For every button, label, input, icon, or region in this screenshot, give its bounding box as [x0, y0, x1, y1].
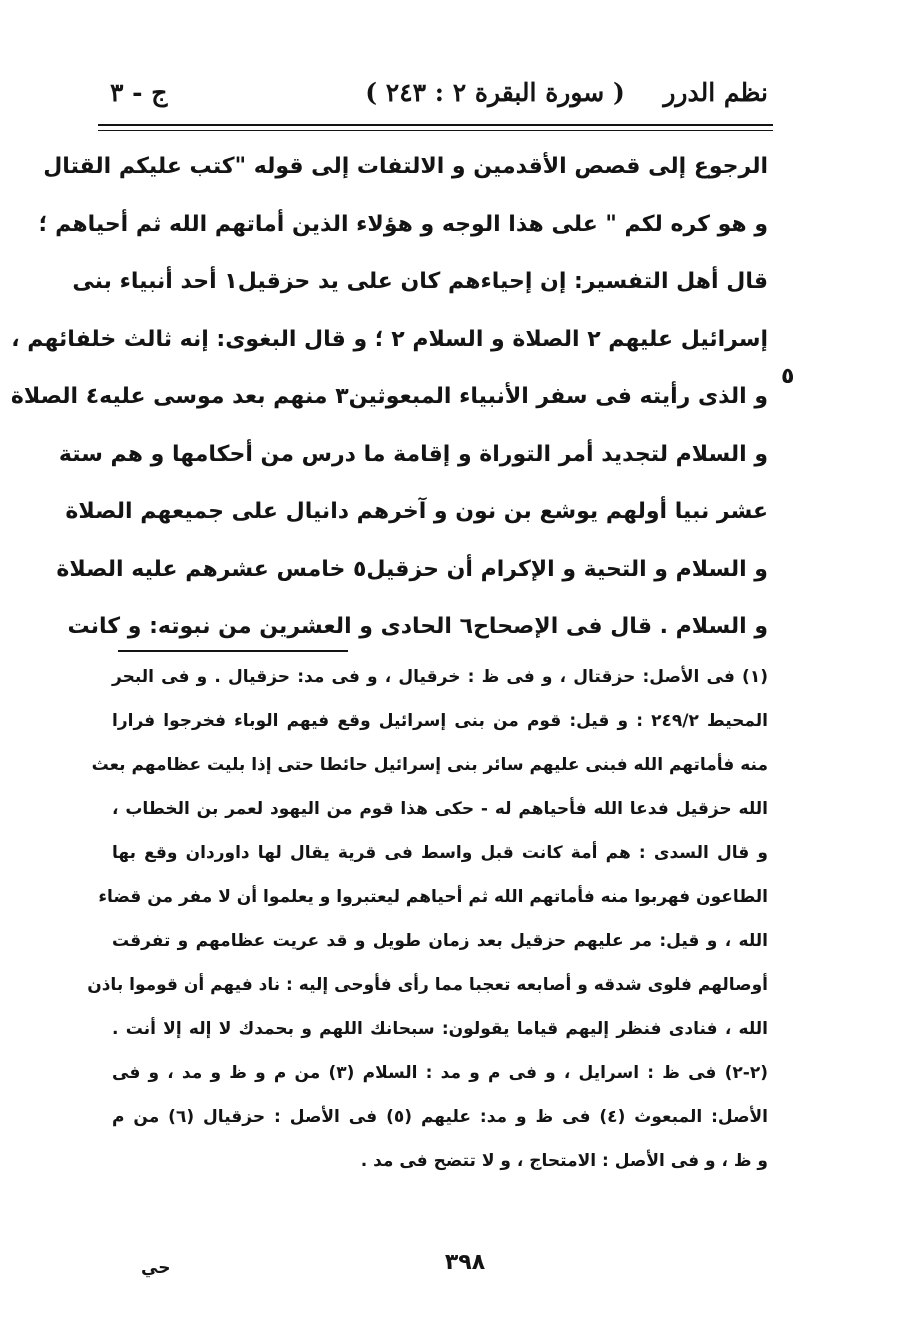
- header-rule: [98, 124, 773, 126]
- footnote-line: (١) فى الأصل: حزقتال ، و فى ظ : خرقيال ، و فى مد: حزقيال . و فى البحر: [112, 667, 768, 687]
- header-rule-thin: [98, 130, 773, 131]
- footnote-line: منه فأماتهم الله فبنى عليهم سائر بنى إسرائيل حائطا حتى إذا بليت عظامهم بعث: [91, 755, 768, 775]
- text-line: و هو كره لكم " على هذا الوجه و هؤلاء الذين أماتهم الله ثم أحياهم ؛: [38, 211, 768, 237]
- text-line: و السلام و التحية و الإكرام أن حزقيل٥ خامس عشرهم عليه الصلاة: [56, 556, 768, 582]
- text-line: و الذى رأيته فى سفر الأنبياء المبعوثين٣ منهم بعد موسى عليه٤ الصلاة: [10, 384, 768, 409]
- text-line: إسرائيل عليهم ٢ الصلاة و السلام ٢ ؛ و قال البغوى: إنه ثالث خلفائهم ،: [11, 326, 768, 352]
- footnote-line: الله ، فنادى فنظر إليهم قياما يقولون: سبحانك اللهم و بحمدك لا إله إلا أنت .: [112, 1019, 768, 1039]
- text-line: و السلام . قال فى الإصحاح٦ الحادى و العشرين من نبوته: و كانت: [67, 614, 768, 639]
- footnote-line: الله حزقيل فدعا الله فأحياهم له - حكى هذا قوم من اليهود لعمر بن الخطاب ،: [112, 799, 768, 819]
- surah-reference: ( سورة البقرة ٢ : ٢٤٣ ): [365, 78, 625, 107]
- footnote-separator: [118, 650, 348, 652]
- footnote-line: المحيط ٢٤٩/٢ : و قيل: قوم من بنى إسرائيل وقع فيهم الوباء فخرجوا فرارا: [112, 711, 768, 731]
- footnote-line: و قال السدى : هم أمة كانت قبل واسط فى قرية يقال لها داوردان وقع بها: [112, 843, 768, 863]
- text-line: الرجوع إلى قصص الأقدمين و الالتفات إلى قوله "كتب عليكم القتال: [43, 154, 768, 179]
- line-number-marker: ٥: [781, 364, 795, 389]
- book-title: نظم الدرر: [663, 78, 768, 107]
- page-number: ٣٩٨: [444, 1250, 486, 1275]
- footnote-line: أوصالهم فلوى شدقه و أصابعه تعجبا مما رأى فأوحى إليه : ناد فيهم أن قوموا باذن: [87, 975, 768, 995]
- text-line: قال أهل التفسير: إن إحياءهم كان على يد حزقيل١ أحد أنبياء بنى: [72, 269, 768, 294]
- footnote-line: و ظ ، و فى الأصل : الامتحاج ، و لا تتضح فى مد .: [360, 1151, 768, 1171]
- text-line: و السلام لتجديد أمر التوراة و إقامة ما درس من أحكامها و هم ستة: [58, 441, 768, 467]
- printer-signature-mark: حي: [141, 1258, 171, 1278]
- text-line: عشر نبيا أولهم يوشع بن نون و آخرهم دانيال على جميعهم الصلاة: [65, 499, 768, 524]
- footnotes: [87, 657, 768, 1185]
- footnote-line: الأصل: المبعوث (٤) فى ظ و مد: عليهم (٥) فى الأصل : حزقيال (٦) من م: [112, 1107, 768, 1127]
- footnote-line: الله ، و قيل: مر عليهم حزقيل بعد زمان طويل و قد عريت عظامهم و تفرقت: [112, 931, 768, 951]
- main-text: [10, 142, 768, 660]
- footnote-line: (٢-٢) فى ظ : اسرايل ، و فى م و مد : السلام (٣) من م و ظ و مد ، و فى: [112, 1063, 768, 1083]
- footnote-line: الطاعون فهربوا منه فأماتهم الله ثم أحياهم ليعتبروا و يعلموا أن لا مفر من قضاء: [98, 887, 768, 907]
- volume-label: ج - ٣: [110, 78, 168, 107]
- running-header: [110, 72, 768, 122]
